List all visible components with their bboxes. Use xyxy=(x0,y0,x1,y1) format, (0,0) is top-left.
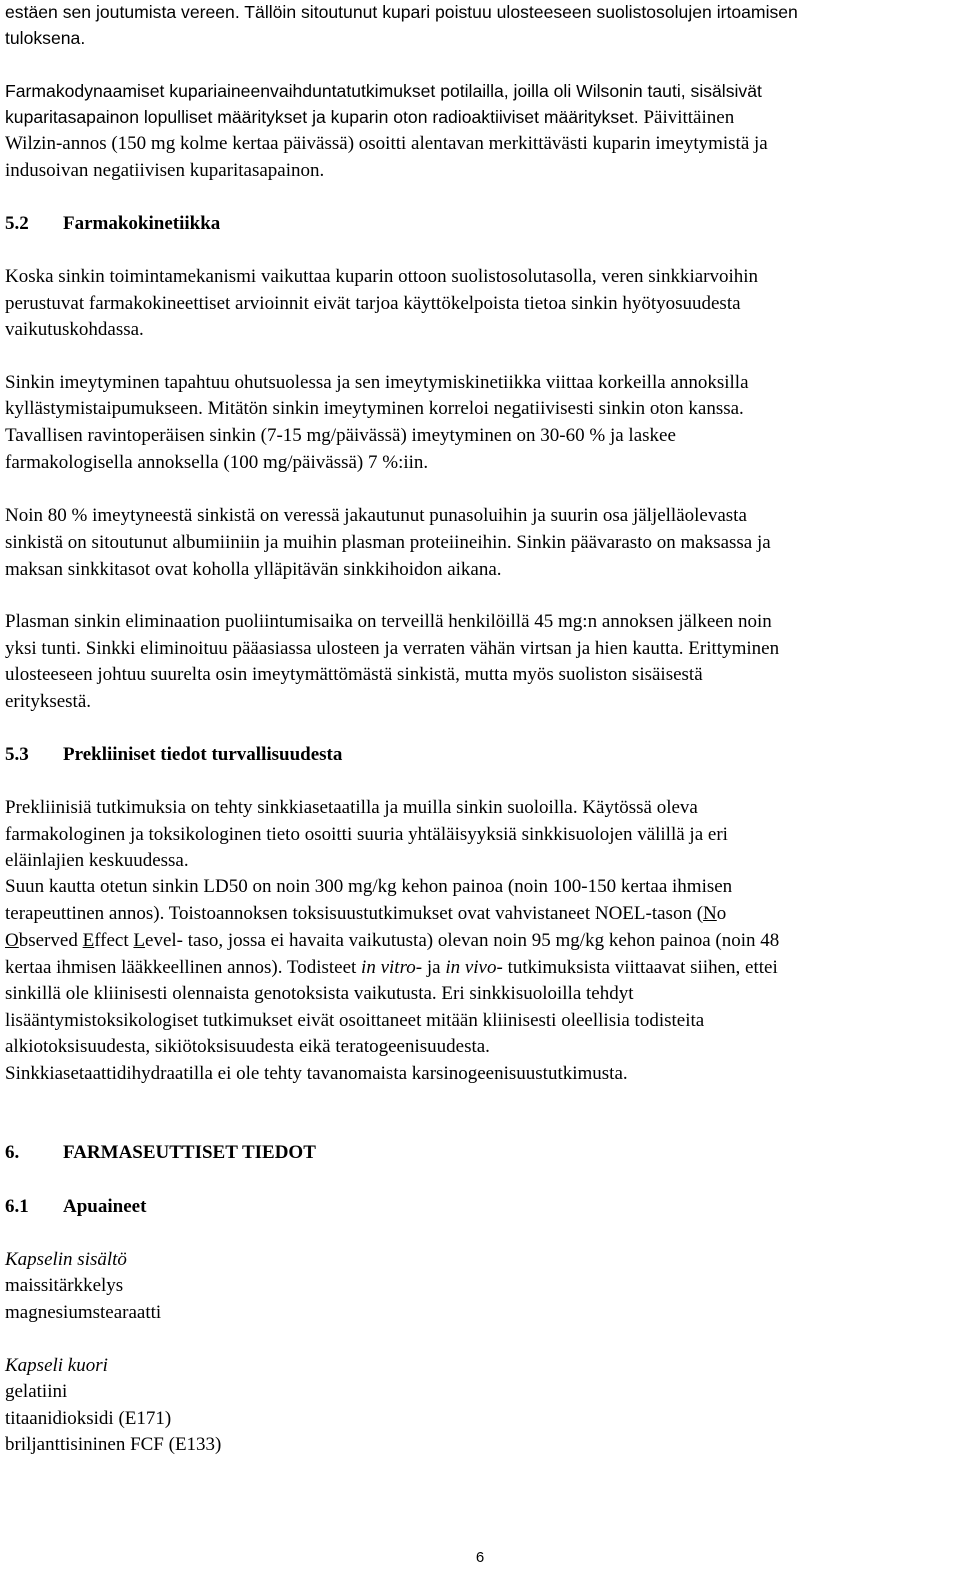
excipient-item: briljanttisininen FCF (E133) xyxy=(5,1434,222,1455)
section-5-3-heading xyxy=(5,742,342,768)
pk-p2-line-1: Sinkin imeytyminen tapahtuu ohutsuolessa ja sen imeytymiskinetiikka viittaa korkeilla annoksilla xyxy=(5,372,749,393)
pk-p3-line-1: Noin 80 % imeytyneestä sinkistä on veressä jakautunut punasoluihin ja suurin osa jäljelläolevasta xyxy=(5,505,747,526)
capsule-contents-heading: Kapselin sisältö xyxy=(5,1249,127,1270)
pk-p4-line-3: ulosteeseen johtuu suurelta osin imeytymättömästä sinkistä, mutta myös suoliston sisäisestä xyxy=(5,664,703,685)
pd-line-3: Wilzin-annos (150 mg kolme kertaa päivässä) osoitti alentavan merkittävästi kuparin imeytymistä ja xyxy=(5,133,768,154)
vitro-and: ja xyxy=(422,957,446,978)
pk-p1-line-2: perustuvat farmakokineettiset arvioinnit eivät tarjoa käyttökelpoista tietoa sinkin hyötyosuudesta xyxy=(5,293,741,314)
preclinical-line-6 xyxy=(5,928,779,954)
pd-line-1: Farmakodynaamiset kupariaineenvaihduntatutkimukset potilailla, joilla oli Wilsonin tauti, sisälsivät xyxy=(5,81,762,101)
section-6-1-heading xyxy=(5,1194,146,1220)
pk-p3-line-2: sinkistä on sitoutunut albumiiniin ja muihin plasman proteiineihin. Sinkin päävarasto on maksassa ja xyxy=(5,532,771,553)
section-6-number: 6. xyxy=(5,1142,20,1163)
preclinical-line-7 xyxy=(5,955,778,981)
effect-rest: ffect xyxy=(94,930,134,951)
excipient-item: magnesiumstearaatti xyxy=(5,1302,162,1323)
in-vivo: in vivo- xyxy=(445,957,503,978)
excipient-item: titaanidioksidi (E171) xyxy=(5,1408,172,1429)
preclinical-line-2: farmakologinen ja toksikologinen tieto osoitti suuria yhtäläisyyksiä sinkkisuolojen välillä ja eri xyxy=(5,824,728,845)
preclinical-line-8: sinkillä ole kliinisesti olennaista genotoksista vaikutusta. Eri sinkkisuoloilla tehdyt xyxy=(5,983,634,1004)
section-5-3-title: Prekliiniset tiedot turvallisuudesta xyxy=(63,744,343,765)
pd-line-2 xyxy=(5,104,734,131)
noel-text: terapeuttinen annos). Toistoannoksen toksisuustutkimukset ovat vahvistaneet NOEL-tason ( xyxy=(5,903,704,924)
noel-o: o xyxy=(716,903,727,924)
section-5-2-title: Farmakokinetiikka xyxy=(63,213,221,234)
section-5-3-number: 5.3 xyxy=(5,744,29,765)
pd-line-2-sans: kuparitasapainon lopulliset määritykset ja kuparin oton radioaktiiviset määritykset. xyxy=(5,107,639,127)
section-6-1-number: 6.1 xyxy=(5,1196,29,1217)
pk-p1-line-3: vaikutuskohdassa. xyxy=(5,319,144,340)
pk-p2-line-4: farmakologisella annoksella (100 mg/päivässä) 7 %:iin. xyxy=(5,452,429,473)
pk-p4-line-1: Plasman sinkin eliminaation puoliintumisaika on terveillä henkilöillä 45 mg:n annoksen jälkeen noin xyxy=(5,611,772,632)
pk-p1-line-1: Koska sinkin toimintamekanismi vaikuttaa kuparin ottoon suolistosolutasolla, veren sinkkiarvoihin xyxy=(5,266,759,287)
section-6-heading xyxy=(5,1140,316,1166)
effect-e: E xyxy=(82,930,95,951)
pk-p2-line-2: kyllästymistaipumukseen. Mitätön sinkin imeytyminen korreloi negatiivisesti sinkin oton kanssa. xyxy=(5,398,744,419)
vitro-prefix: kertaa ihmisen lääkkeellinen annos). Todisteet xyxy=(5,957,362,978)
pd-line-4: indusoivan negatiivisen kuparitasapainon. xyxy=(5,160,325,181)
pk-p4-line-4: erityksestä. xyxy=(5,691,92,712)
noel-n: N xyxy=(703,903,717,924)
pk-p4-line-2: yksi tunti. Sinkki eliminoituu pääasiassa ulosteen ja verraten vähän virtsan ja hien kautta. Erittyminen xyxy=(5,638,780,659)
preclinical-line-10: alkiotoksisuudesta, sikiötoksisuudesta eikä teratogeenisuudesta. xyxy=(5,1036,490,1057)
capsule-shell-heading: Kapseli kuori xyxy=(5,1355,108,1376)
pk-p2-line-3: Tavallisen ravintoperäisen sinkin (7-15 mg/päivässä) imeytyminen on 30-60 % ja laskee xyxy=(5,425,676,446)
preclinical-line-3: eläinlajien keskuudessa. xyxy=(5,850,189,871)
in-vitro: in vitro- xyxy=(361,957,423,978)
preclinical-line-5 xyxy=(5,901,726,927)
excipient-item: gelatiini xyxy=(5,1381,68,1402)
intro-line-1: estäen sen joutumista vereen. Tällöin sitoutunut kupari poistuu ulosteeseen suolistosolujen irtoamisen xyxy=(5,2,798,22)
section-5-2-number: 5.2 xyxy=(5,213,29,234)
pk-p3-line-3: maksan sinkkitasot ovat koholla ylläpitävän sinkkihoidon aikana. xyxy=(5,559,502,580)
preclinical-line-9: lisääntymistoksikologiset tutkimukset eivät osoittaneet mitään kliinisesti oleellisia todisteita xyxy=(5,1010,705,1031)
observed-o: O xyxy=(5,930,19,951)
preclinical-line-1: Prekliinisiä tutkimuksia on tehty sinkkiasetaatilla ja muilla sinkin suoloilla. Käytössä oleva xyxy=(5,797,698,818)
intro-line-2: tuloksena. xyxy=(5,28,86,48)
level-l: L xyxy=(133,930,146,951)
section-6-title: FARMASEUTTISET TIEDOT xyxy=(63,1142,316,1163)
level-rest: evel- taso, jossa ei havaita vaikutusta) olevan noin 95 mg/kg kehon painoa (noin 48 xyxy=(145,930,780,951)
pd-line-2-serif: Päivittäinen xyxy=(638,107,735,128)
section-5-2-heading xyxy=(5,211,220,237)
vitro-suffix: tutkimuksista viittaavat siihen, ettei xyxy=(502,957,778,978)
preclinical-line-11: Sinkkiasetaattidihydraatilla ei ole tehty tavanomaista karsinogeenisuustutkimusta. xyxy=(5,1063,628,1084)
section-6-1-title: Apuaineet xyxy=(63,1196,147,1217)
excipient-item: maissitärkkelys xyxy=(5,1275,124,1296)
observed-rest: bserved xyxy=(18,930,83,951)
page-number: 6 xyxy=(475,1549,485,1566)
preclinical-line-4: Suun kautta otetun sinkin LD50 on noin 300 mg/kg kehon painoa (noin 100-150 kertaa ihmisen xyxy=(5,876,733,897)
